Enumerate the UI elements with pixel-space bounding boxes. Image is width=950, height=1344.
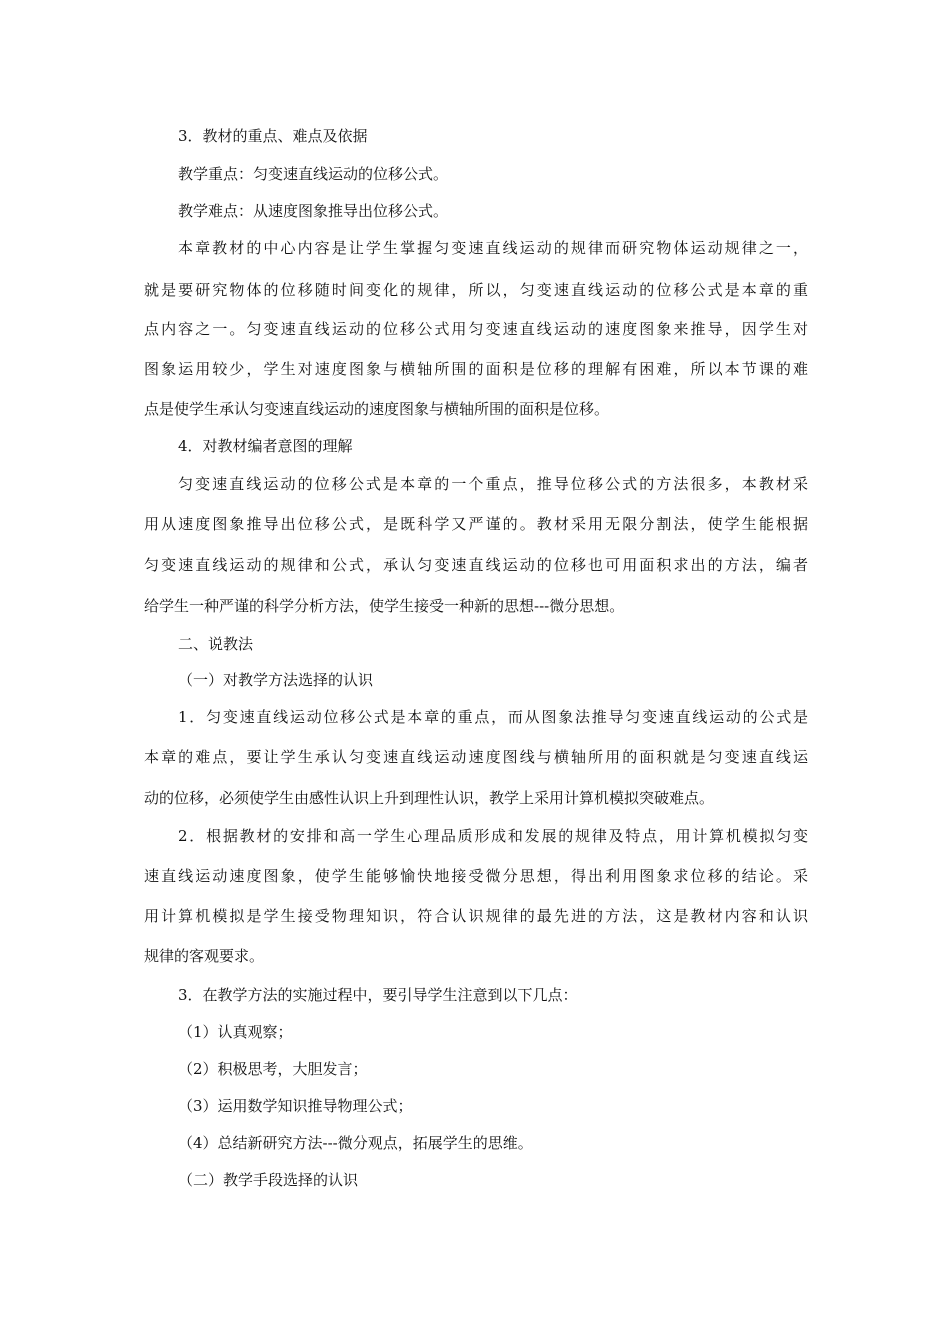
paragraph-line: 匀变速直线运动的规律和公式，承认匀变速直线运动的位移也可用面积求出的方法，编者 bbox=[144, 556, 808, 574]
paragraph-line: 给学生一种严谨的科学分析方法，使学生接受一种新的思想---微分思想。 bbox=[144, 597, 625, 615]
section-heading-3: 3．教材的重点、难点及依据 bbox=[178, 127, 368, 145]
difficult-point-line: 教学难点：从速度图象推导出位移公式。 bbox=[178, 202, 449, 220]
paragraph-line: 规律的客观要求。 bbox=[144, 947, 265, 965]
subsection-heading: （二）教学手段选择的认识 bbox=[178, 1171, 359, 1189]
part-heading: 二、说教法 bbox=[178, 635, 254, 653]
key-point-line: 教学重点：匀变速直线运动的位移公式。 bbox=[178, 165, 449, 183]
paragraph-line: 点是使学生承认匀变速直线运动的速度图象与横轴所围的面积是位移。 bbox=[144, 400, 610, 418]
list-item: （2）积极思考，大胆发言； bbox=[178, 1060, 368, 1078]
paragraph-line: 速直线运动速度图象，使学生能够愉快地接受微分思想，得出利用图象求位移的结论。采 bbox=[144, 867, 808, 885]
paragraph-line: 3．在教学方法的实施过程中，要引导学生注意到以下几点： bbox=[178, 986, 578, 1004]
paragraph-line: 1．匀变速直线运动位移公式是本章的重点，而从图象法推导匀变速直线运动的公式是 bbox=[178, 708, 808, 726]
list-item: （1）认真观察； bbox=[178, 1023, 293, 1041]
section-heading-4: 4．对教材编者意图的理解 bbox=[178, 437, 353, 455]
paragraph-line: 图象运用较少，学生对速度图象与横轴所围的面积是位移的理解有困难，所以本节课的难 bbox=[144, 360, 808, 378]
paragraph-line: 匀变速直线运动的位移公式是本章的一个重点，推导位移公式的方法很多，本教材采 bbox=[178, 475, 808, 493]
paragraph-line: 本章的难点，要让学生承认匀变速直线运动速度图线与横轴所用的面积就是匀变速直线运 bbox=[144, 748, 808, 766]
list-item: （3）运用数学知识推导物理公式； bbox=[178, 1097, 413, 1115]
paragraph-line: 2．根据教材的安排和高一学生心理品质形成和发展的规律及特点，用计算机模拟匀变 bbox=[178, 827, 808, 845]
paragraph-line: 就是要研究物体的位移随时间变化的规律，所以，匀变速直线运动的位移公式是本章的重 bbox=[144, 281, 808, 299]
paragraph-line: 动的位移，必须使学生由感性认识上升到理性认识，教学上采用计算机模拟突破难点。 bbox=[144, 789, 715, 807]
paragraph-line: 本章教材的中心内容是让学生掌握匀变速直线运动的规律而研究物体运动规律之一， bbox=[178, 239, 808, 257]
paragraph-line: 用从速度图象推导出位移公式，是既科学又严谨的。教材采用无限分割法，使学生能根据 bbox=[144, 515, 808, 533]
paragraph-line: 点内容之一。匀变速直线运动的位移公式用匀变速直线运动的速度图象来推导，因学生对 bbox=[144, 320, 808, 338]
list-item: （4）总结新研究方法---微分观点，拓展学生的思维。 bbox=[178, 1134, 533, 1152]
subsection-heading: （一）对教学方法选择的认识 bbox=[178, 671, 374, 689]
paragraph-line: 用计算机模拟是学生接受物理知识，符合认识规律的最先进的方法，这是教材内容和认识 bbox=[144, 907, 808, 925]
